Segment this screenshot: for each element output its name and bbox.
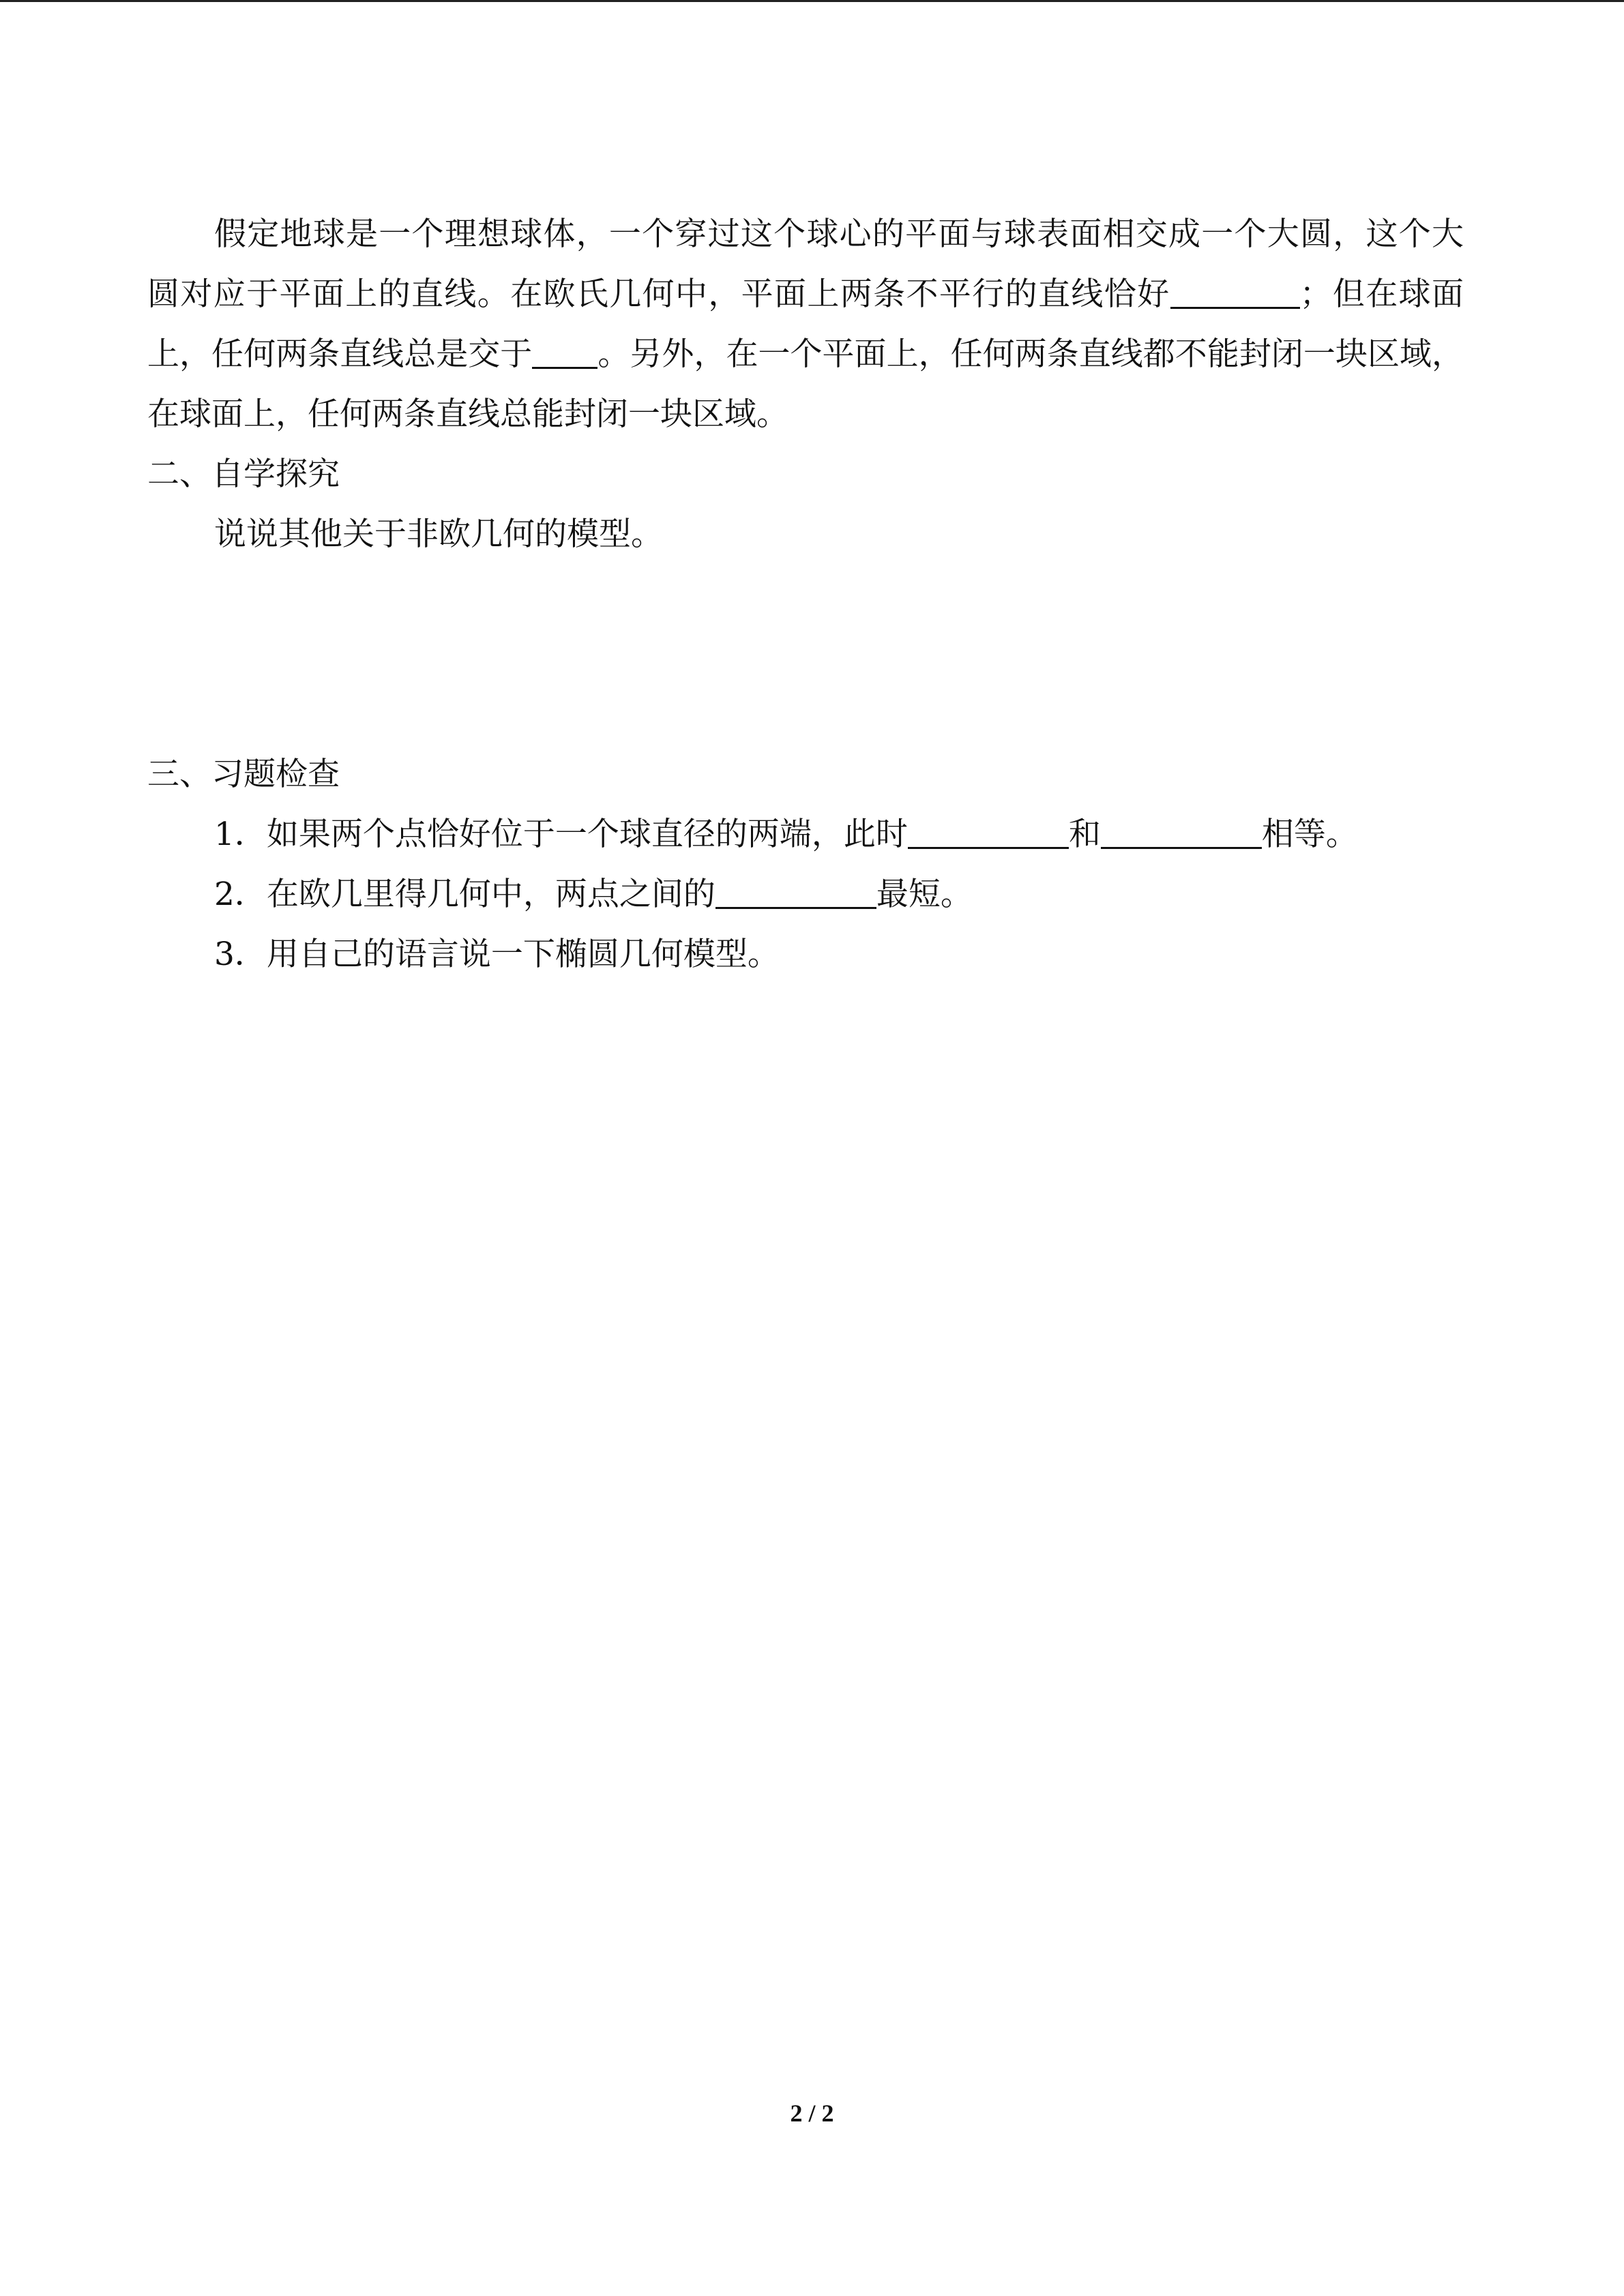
question-1-number: 1． bbox=[214, 816, 267, 853]
self-study-prompt: 说说其他关于非欧几何的模型。 bbox=[214, 516, 663, 553]
question-2 bbox=[147, 865, 1464, 925]
intro-blank-1[interactable] bbox=[1170, 273, 1300, 309]
intro-paragraph bbox=[147, 205, 1464, 445]
question-1-text-a: 如果两个点恰好位于一个球直径的两端，此时 bbox=[266, 816, 908, 853]
question-3-text: 用自己的语言说一下椭圆几何模型。 bbox=[266, 936, 780, 973]
section-heading-exercises: 三、习题检查 bbox=[147, 756, 340, 793]
intro-text-2: ；但在球面上，任何两条直线总是交于 bbox=[147, 275, 1464, 373]
question-2-text-b: 最短。 bbox=[876, 876, 973, 913]
question-3-number: 3． bbox=[214, 936, 267, 973]
question-1-blank-1[interactable] bbox=[908, 813, 1069, 849]
question-2-text-a: 在欧几里得几何中，两点之间的 bbox=[266, 876, 715, 913]
question-3 bbox=[147, 925, 1464, 985]
question-1-text-b: 和 bbox=[1068, 816, 1101, 853]
question-1-text-c: 相等。 bbox=[1261, 816, 1358, 853]
question-1 bbox=[147, 805, 1464, 865]
intro-text-3: 。另外，在一个平面上，任何两条直线都不能封闭一块区域，在球面上，任何两条直线总能封闭一块区域。 bbox=[147, 336, 1464, 433]
intro-text-1: 假定地球是一个理想球体，一个穿过这个球心的平面与球表面相交成一个大圆，这个大圆对应于平面上的直线。在欧氏几何中，平面上两条不平行的直线恰好 bbox=[147, 215, 1464, 313]
question-1-blank-2[interactable] bbox=[1101, 813, 1262, 849]
answer-space bbox=[147, 565, 1464, 745]
intro-blank-2[interactable] bbox=[532, 333, 597, 369]
section-heading-self-study: 二、自学探究 bbox=[147, 456, 340, 493]
question-2-number: 2． bbox=[214, 876, 267, 913]
question-2-blank[interactable] bbox=[715, 873, 876, 909]
worksheet-body bbox=[147, 205, 1464, 985]
page-number: 2 / 2 bbox=[790, 2100, 834, 2127]
top-border-line bbox=[0, 0, 1624, 2]
